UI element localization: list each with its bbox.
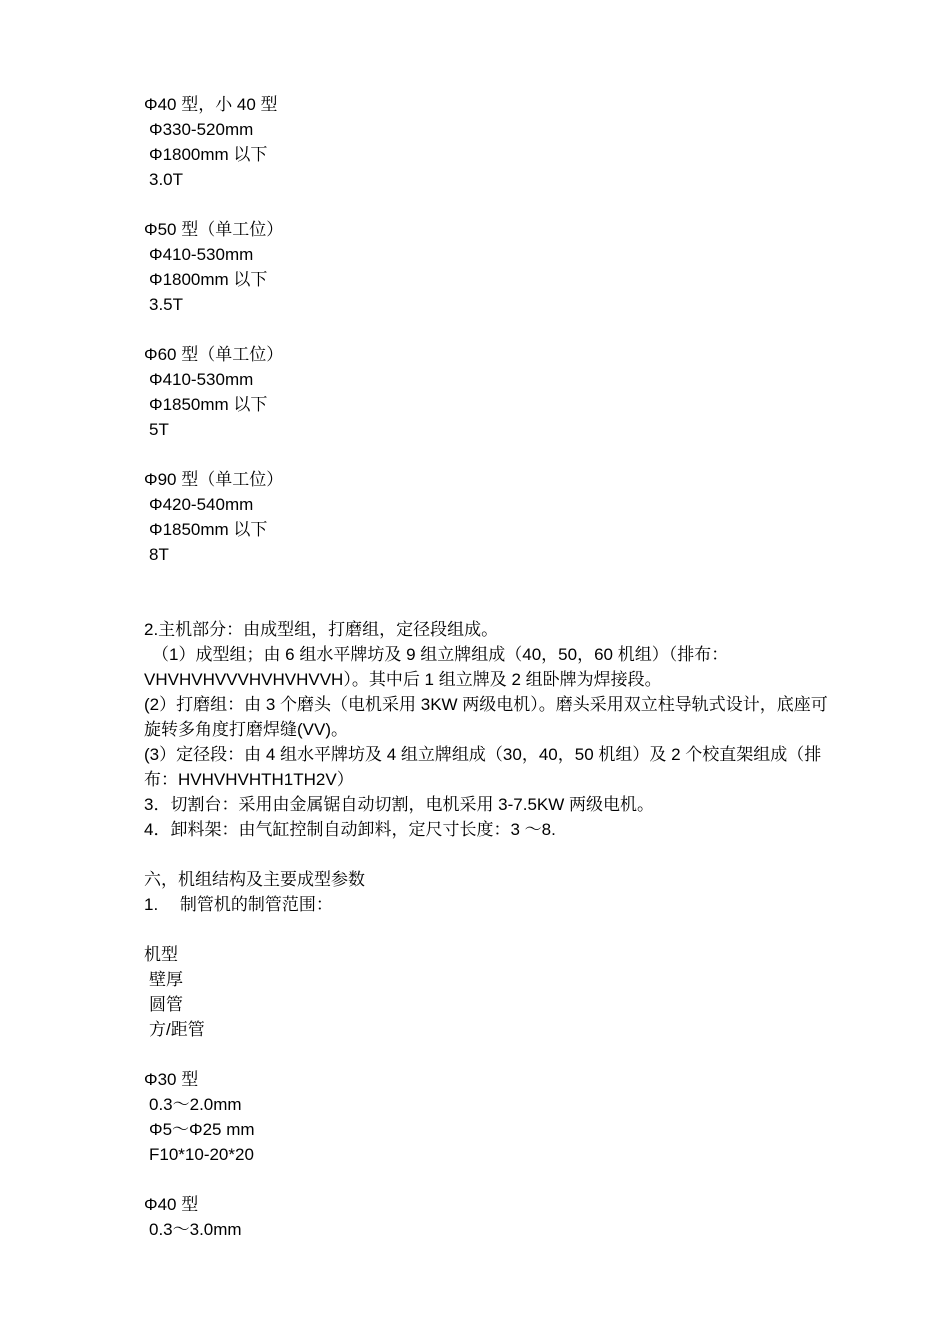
spec-diameter: Φ420-540mm — [149, 495, 254, 514]
paragraph-forming: （1）成型组；由 6 组水平牌坊及 9 组立牌组成（40，50，60 机组）（排布：VHVHVHVVVHVHVHVVH）。其中后 1 组立牌及 2 组卧牌为焊接段。 — [144, 645, 729, 689]
section-six-heading: 六，机组结构及主要成型参数 — [144, 870, 365, 889]
spec-round: Φ5～Φ25 mm — [149, 1120, 255, 1139]
spec-length: Φ1850mm 以下 — [149, 520, 268, 539]
spec-length: Φ1800mm 以下 — [149, 145, 268, 164]
spec-weight: 5T — [149, 420, 169, 439]
spec-model: Φ30 型 — [144, 1070, 199, 1089]
spec-diameter: Φ410-530mm — [149, 245, 254, 264]
spec-weight: 3.0T — [149, 170, 184, 189]
spec-model: Φ60 型（单工位） — [144, 345, 284, 364]
paragraph-cutting: 3．切割台：采用由金属锯自动切割，电机采用 3-7.5KW 两级电机。 — [144, 795, 655, 814]
spec-length: Φ1850mm 以下 — [149, 395, 268, 414]
table-header-block — [144, 942, 834, 1042]
paragraph-grinding: (2）打磨组：由 3 个磨头（电机采用 3KW 两级电机）。磨头采用双立柱导轨式设计，底座可旋转多角度打磨焊缝(VV)。 — [144, 695, 828, 739]
spec-block — [144, 1192, 834, 1242]
spec-wall: 0.3～2.0mm — [149, 1095, 242, 1114]
section-six-subheading: 1. 制管机的制管范围： — [144, 895, 333, 914]
spec-length: Φ1800mm 以下 — [149, 270, 268, 289]
paragraph-unloading: 4．卸料架：由气缸控制自动卸料，定尺寸长度：3 ～8. — [144, 820, 556, 839]
spec-square: F10*10-20*20 — [149, 1145, 254, 1164]
spec-weight: 3.5T — [149, 295, 184, 314]
spec-model: Φ40 型 — [144, 1195, 199, 1214]
spec-block — [144, 92, 834, 192]
spec-model: Φ90 型（单工位） — [144, 470, 284, 489]
paragraph-sizing: (3）定径段：由 4 组水平牌坊及 4 组立牌组成（30，40，50 机组）及 2 个校直架组成（排布：HVHVHVHTH1TH2V） — [144, 745, 822, 789]
spec-block — [144, 1067, 834, 1167]
header-square: 方/距管 — [149, 1020, 205, 1039]
header-model: 机型 — [144, 945, 178, 964]
spec-block — [144, 467, 834, 567]
header-round: 圆管 — [149, 995, 183, 1014]
spec-diameter: Φ330-520mm — [149, 120, 254, 139]
main-section-heading: 2.主机部分：由成型组，打磨组，定径段组成。 — [144, 620, 499, 639]
spec-block — [144, 217, 834, 317]
spec-diameter: Φ410-530mm — [149, 370, 254, 389]
spec-block — [144, 342, 834, 442]
spec-model: Φ50 型（单工位） — [144, 220, 284, 239]
spec-model: Φ40 型，小 40 型 — [144, 95, 278, 114]
document-page — [144, 92, 834, 1242]
header-wall: 壁厚 — [149, 970, 183, 989]
spec-wall: 0.3～3.0mm — [149, 1220, 242, 1239]
spec-weight: 8T — [149, 545, 169, 564]
